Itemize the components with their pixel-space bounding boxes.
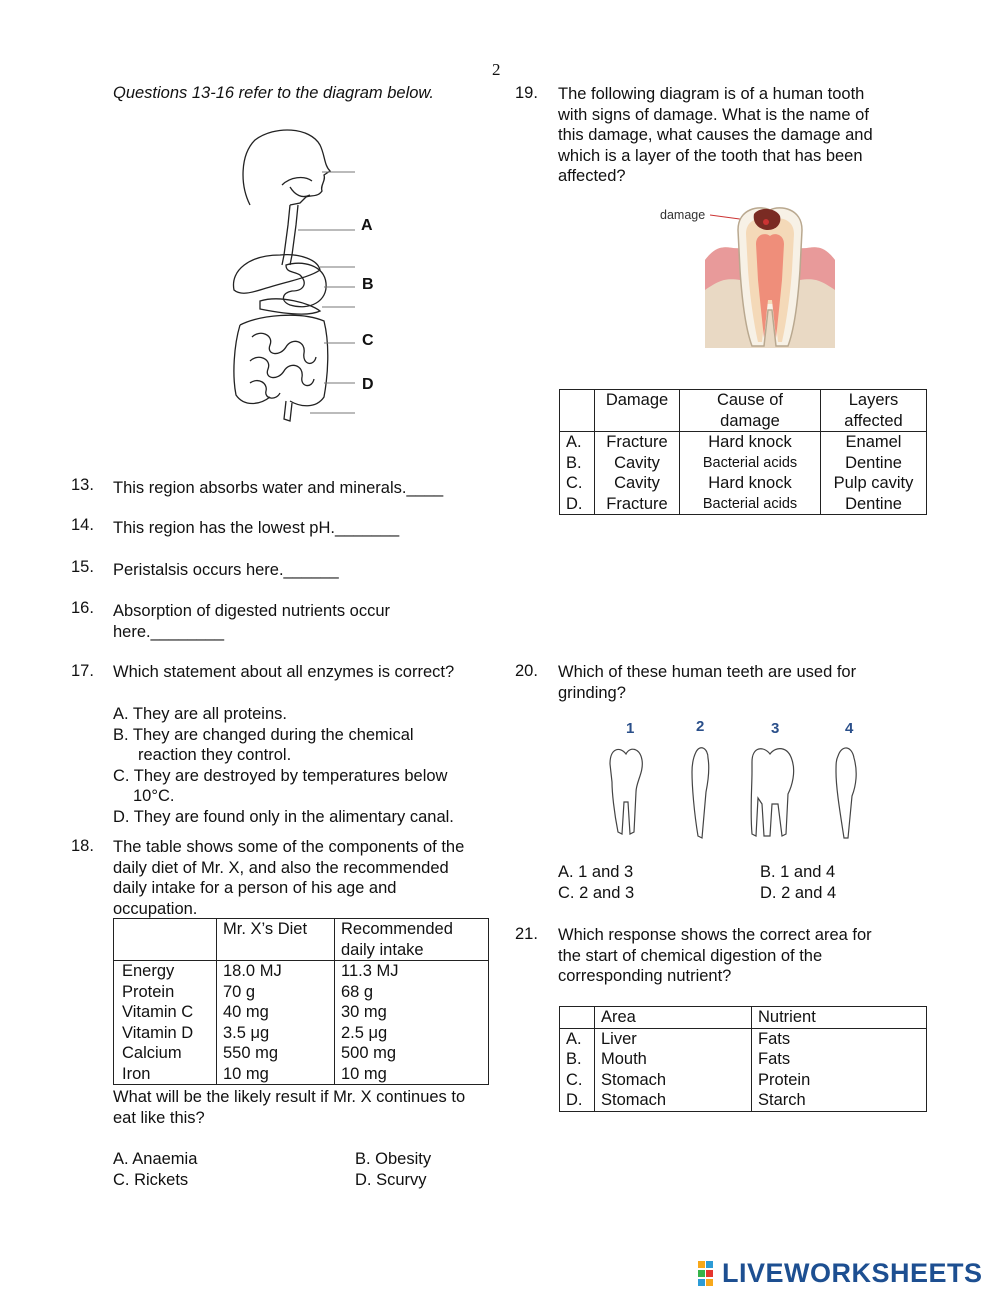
q18-option-c: C. Rickets bbox=[113, 1171, 189, 1189]
damage-cell: Cavity bbox=[614, 453, 660, 472]
brand-text: LIVEWORKSHEETS bbox=[722, 1258, 983, 1288]
digestion-table-header bbox=[560, 1007, 595, 1029]
damage-cell: A. bbox=[566, 433, 582, 451]
damage-col bbox=[595, 432, 680, 515]
damage-col bbox=[560, 432, 595, 515]
damage-cell: C. bbox=[566, 474, 583, 492]
q18-line: occupation. bbox=[113, 899, 198, 918]
digestion-col bbox=[752, 1028, 927, 1111]
diet-cell: 550 mg bbox=[223, 1044, 279, 1062]
q21-number: 21. bbox=[515, 925, 538, 943]
damage-cell: Dentine bbox=[845, 494, 902, 513]
digestion-cell: Stomach bbox=[601, 1091, 667, 1109]
diet-cell: 10 mg bbox=[223, 1064, 269, 1083]
damage-table-header: Layers affected bbox=[844, 391, 903, 430]
diet-cell: Vitamin C bbox=[122, 1003, 194, 1021]
q16-line: Absorption of digested nutrients occur bbox=[113, 602, 390, 620]
q15-text: Peristalsis occurs here.______ bbox=[113, 561, 339, 579]
q20-text bbox=[558, 662, 856, 703]
tooth-damage-table bbox=[559, 389, 927, 515]
q17-option-d: D. They are found only in the alimentary canal. bbox=[113, 807, 454, 826]
page-number: 2 bbox=[492, 60, 501, 79]
damage-cell: Fracture bbox=[606, 494, 668, 513]
q20-option-b: B. 1 and 4 bbox=[760, 863, 836, 881]
damage-cell: Fracture bbox=[606, 433, 668, 451]
damage-cell: Bacterial acids bbox=[702, 454, 798, 471]
q20-option-a: A. 1 and 3 bbox=[558, 863, 634, 881]
q18-question-line: What will be the likely result if Mr. X continues to bbox=[113, 1088, 466, 1106]
teeth-diagram bbox=[600, 742, 880, 842]
digestion-cell: D. bbox=[566, 1091, 583, 1109]
q16-text bbox=[113, 601, 390, 642]
digestion-table-header: Area bbox=[595, 1007, 752, 1029]
diet-cell: 18.0 MJ bbox=[223, 962, 282, 980]
diet-table-col bbox=[114, 961, 217, 1085]
digestion-cell: B. bbox=[566, 1050, 582, 1068]
q15-number: 15. bbox=[71, 558, 94, 576]
damage-cell: Hard knock bbox=[708, 474, 792, 492]
digestion-cell: Mouth bbox=[601, 1050, 647, 1068]
liveworksheets-logo bbox=[698, 1258, 983, 1289]
q19-line: The following diagram is of a human tooth bbox=[558, 85, 865, 103]
diet-cell: Energy bbox=[122, 962, 175, 980]
damage-cell: Enamel bbox=[845, 433, 902, 451]
digestion-col bbox=[560, 1028, 595, 1111]
q19-text bbox=[558, 84, 873, 187]
damage-table-header bbox=[560, 390, 595, 432]
q19-line: with signs of damage. What is the name of bbox=[558, 105, 869, 124]
q18-option-b: B. Obesity bbox=[355, 1150, 432, 1168]
diet-cell: 70 g bbox=[223, 982, 256, 1001]
q18-line: daily diet of Mr. X, and also the recommended bbox=[113, 858, 449, 877]
q18-text bbox=[113, 837, 464, 919]
q18-line: daily intake for a person of his age and bbox=[113, 879, 397, 897]
diet-cell: 10 mg bbox=[341, 1064, 387, 1083]
q13-number: 13. bbox=[71, 476, 94, 494]
q21-line: Which response shows the correct area for bbox=[558, 926, 872, 944]
q19-line: this damage, what causes the damage and bbox=[558, 126, 873, 144]
diet-table-col bbox=[335, 961, 489, 1085]
digestion-cell: Starch bbox=[758, 1091, 806, 1109]
q20-option-d: D. 2 and 4 bbox=[760, 884, 837, 902]
q18-question-line: eat like this? bbox=[113, 1108, 205, 1127]
q19-line: affected? bbox=[558, 167, 626, 185]
q18-option-d: D. Scurvy bbox=[355, 1171, 427, 1189]
damage-cell: D. bbox=[566, 494, 583, 513]
damage-cell: B. bbox=[566, 453, 582, 472]
diet-table-header: Mr. X’s Diet bbox=[217, 919, 335, 961]
digestion-table bbox=[559, 1006, 927, 1112]
digestion-col bbox=[595, 1028, 752, 1111]
damage-col bbox=[680, 432, 821, 515]
diagram-label-c: C bbox=[362, 332, 374, 349]
damage-cell: Dentine bbox=[845, 453, 902, 472]
q14-text: This region has the lowest pH._______ bbox=[113, 519, 400, 537]
q21-line: corresponding nutrient? bbox=[558, 967, 732, 985]
q20-line: grinding? bbox=[558, 683, 626, 702]
diet-table-header bbox=[114, 919, 217, 961]
q21-text bbox=[558, 925, 872, 987]
q17-options bbox=[113, 704, 454, 827]
q19-line: which is a layer of the tooth that has been bbox=[558, 146, 863, 165]
q17-option-a: A. They are all proteins. bbox=[113, 705, 287, 723]
diet-cell: Protein bbox=[122, 982, 175, 1001]
diagram-label-a: A bbox=[361, 217, 373, 234]
damage-col bbox=[821, 432, 927, 515]
damage-cell: Hard knock bbox=[708, 433, 792, 451]
tooth-number-3: 3 bbox=[771, 720, 780, 737]
digestion-cell: A. bbox=[566, 1029, 582, 1048]
q17-option-c-cont: 10°C. bbox=[133, 787, 175, 805]
tooth-number-1: 1 bbox=[626, 720, 635, 737]
damage-table-header: Damage bbox=[595, 390, 680, 432]
q20-line: Which of these human teeth are used for bbox=[558, 663, 857, 681]
digestion-cell: Liver bbox=[601, 1029, 637, 1048]
damage-cell: Pulp cavity bbox=[833, 474, 914, 492]
q13-text: This region absorbs water and minerals.____ bbox=[113, 479, 444, 497]
digestion-cell: C. bbox=[566, 1070, 583, 1089]
diet-cell: 40 mg bbox=[223, 1003, 269, 1021]
q17-option-c: C. They are destroyed by temperatures below bbox=[113, 766, 448, 785]
diet-cell: 3.5 μg bbox=[223, 1023, 270, 1042]
digestion-cell: Fats bbox=[758, 1050, 791, 1068]
q20-option-c: C. 2 and 3 bbox=[558, 884, 635, 902]
damage-cell: Bacterial acids bbox=[702, 495, 798, 512]
diet-cell: 30 mg bbox=[341, 1003, 387, 1021]
q18-question bbox=[113, 1087, 465, 1128]
damage-label: damage bbox=[660, 208, 706, 222]
q16-number: 16. bbox=[71, 599, 94, 617]
q14-number: 14. bbox=[71, 516, 94, 534]
q19-number: 19. bbox=[515, 84, 538, 102]
liveworksheets-logo-icon bbox=[698, 1261, 722, 1287]
q13-16-intro: Questions 13-16 refer to the diagram below. bbox=[113, 84, 435, 102]
damage-table-header: Cause of damage bbox=[680, 390, 821, 432]
tooth-number-4: 4 bbox=[845, 720, 854, 737]
q17-option-b-cont: reaction they control. bbox=[138, 746, 292, 764]
diet-cell: 2.5 μg bbox=[341, 1023, 388, 1042]
damage-cell: Cavity bbox=[614, 474, 660, 492]
q17-option-b: B. They are changed during the chemical bbox=[113, 725, 414, 744]
q17-text: Which statement about all enzymes is correct? bbox=[113, 663, 455, 681]
tooth-number-2: 2 bbox=[696, 718, 705, 735]
diet-cell: 500 mg bbox=[341, 1044, 397, 1062]
diet-cell: 11.3 MJ bbox=[341, 962, 399, 980]
q18-option-a: A. Anaemia bbox=[113, 1150, 198, 1168]
digestion-cell: Protein bbox=[758, 1070, 811, 1089]
diet-cell: Calcium bbox=[122, 1044, 182, 1062]
diet-table-col bbox=[217, 961, 335, 1085]
diet-table-header: Recommended daily intake bbox=[341, 920, 453, 959]
q18-line: The table shows some of the components of the bbox=[113, 838, 465, 856]
diagram-label-b: B bbox=[362, 276, 374, 293]
diagram-label-d: D bbox=[362, 376, 374, 393]
digestion-table-header: Nutrient bbox=[758, 1008, 816, 1026]
q18-number: 18. bbox=[71, 837, 94, 855]
digestion-cell: Fats bbox=[758, 1029, 791, 1048]
q17-number: 17. bbox=[71, 662, 94, 680]
q16-line: here.________ bbox=[113, 622, 225, 641]
digestion-cell: Stomach bbox=[601, 1070, 667, 1089]
diet-cell: 68 g bbox=[341, 982, 374, 1001]
q21-line: the start of chemical digestion of the bbox=[558, 946, 823, 965]
q20-number: 20. bbox=[515, 662, 538, 680]
damaged-tooth-diagram bbox=[700, 200, 840, 350]
diet-cell: Vitamin D bbox=[122, 1023, 194, 1042]
diet-cell: Iron bbox=[122, 1064, 151, 1083]
diet-table bbox=[113, 918, 489, 1085]
